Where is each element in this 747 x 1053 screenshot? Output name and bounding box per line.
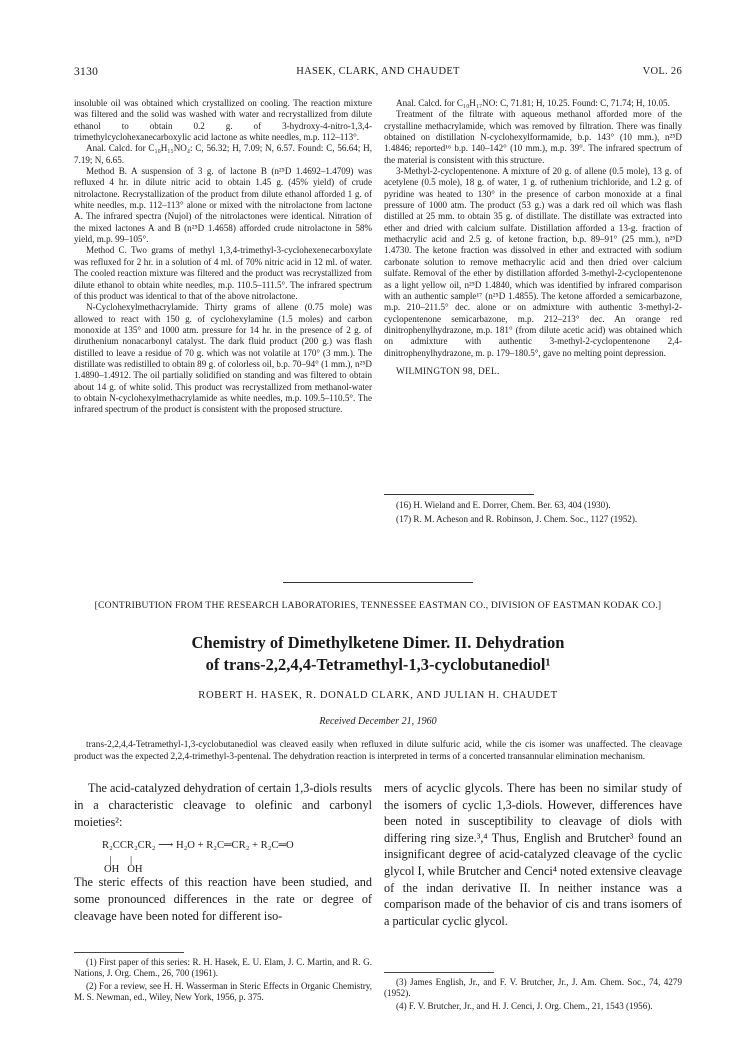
contribution-line: [CONTRIBUTION FROM THE RESEARCH LABORATORIES, TENNESSEE EASTMAN CO., DIVISION OF EASTMAN KODAK CO.] (94, 600, 662, 611)
footnote-item: (1) First paper of this series: R. H. Hasek, E. U. Elam, J. C. Martin, and R. G. Nations, J. Org. Chem., 26, 700 (1961). (74, 957, 372, 979)
paragraph: Method C. Two grams of methyl 1,3,4-trimethyl-3-cyclohexenecarboxylate was refluxed for 2 hr. in a solution of 4 ml. of 70% nitric acid in 12 ml. of water. The cooled reaction mixture was filtered and the product was recrystallized from dilute ethanol to obtain white needles, m.p. 110.5–111.5°. The infrared spectrum of this product was identical to that of the above nitrolactone. (74, 245, 372, 301)
body-right-column (384, 780, 682, 929)
page-number: 3130 (74, 66, 99, 78)
author-list: ROBERT H. HASEK, R. DONALD CLARK, AND JULIAN H. CHAUDET (198, 690, 558, 701)
paragraph: Anal. Calcd. for C₁₀H₁₇NO: C, 71.81; H, 10.25. Found: C, 71.74; H, 10.05. (396, 98, 670, 108)
equation-substituents: | | OH OH (104, 855, 143, 876)
footnotes-right (384, 977, 682, 1013)
abstract-text: trans-2,2,4,4-Tetramethyl-1,3-cyclobutanediol was cleaved easily when refluxed in dilute sulfuric acid, while the cis isomer was unaffected. The cleavage product was the expected 2,2,4-trimethyl-3-pentenal. The dehydration reaction is interpreted in terms of a concerted transannular elimination mechanism. (74, 740, 682, 762)
volume-label: VOL. 26 (642, 66, 682, 77)
reaction-equation (74, 830, 372, 874)
references-top (384, 500, 682, 527)
received-date: Received December 21, 1960 (319, 716, 437, 727)
article-divider (283, 582, 473, 583)
article-title-line-1: Chemistry of Dimethylketene Dimer. II. Dehydration (191, 633, 565, 652)
paragraph: 3-Methyl-2-cyclopentenone. A mixture of 20 g. of allene (0.5 mole), 13 g. of acetylene (0.5 mole), 18 g. of water, 1 g. of ruthenium trichloride, and 1.2 g. of pyridine was heated to 130° in the presence of carbon monoxide at a final pressure of 1000 atm. The product (53 g.) was a dark red oil which was flash distilled at 25 mm. to obtain 35 g. of distillate. The distillate was extracted into ether and dried with calcium sulfate. Distillation afforded a 13-g. fraction of methacrylic acid and 2.5 g. of ketone fraction, b.p. 89–91° (25 mm.), n²⁵D 1.4730. The ketone fraction was dissolved in ether and extracted with sodium carbonate solution to remove methacrylic acid and then dried over calcium sulfate. Removal of the ether by distillation afforded 3-methyl-2-cyclopentenone as a light yellow oil, n²⁵D 1.4840, which was identified by infrared comparison with an authentic sample¹⁷ (n²⁵D 1.4855). The ketone afforded a semicarbazone, m.p. 210–211.5° dec. alone or on admixture with authentic 3-methyl-2-cyclopentenone semicarbazone, m.p. 212–213° dec. An orange red dinitrophenylhydrazone, m.p. 181° (from dilute acetic acid) was obtained which on admixture with authentic 3-methyl-2-cyclopentenone 2,4-dinitrophenylhydrazone, m. p. 179–180.5°, gave no melting point depression. (384, 166, 682, 358)
paragraph: The steric effects of this reaction have been studied, and some pronounced differences in the rate or degree of cleavage have been noted for different iso- (74, 875, 372, 923)
body-left-column (74, 780, 372, 925)
paragraph: Treatment of the filtrate with aqueous methanol afforded more of the crystalline methacrylamide, which was removed by filtration. There was finally obtained on distillation N-cyclohexylformamide, b.p. 143° (10 mm.), n²⁵D 1.4846; reported¹⁶ b.p. 140–142° (10 mm.), m.p. 39°. The infrared spectrum of the material is consistent with this structure. (384, 109, 682, 165)
footnote-divider (384, 972, 494, 973)
running-title: HASEK, CLARK, AND CHAUDET (296, 66, 460, 77)
author-address: WILMINGTON 98, DEL. (396, 366, 500, 377)
paragraph: Method B. A suspension of 3 g. of lactone B (n²⁵D 1.4692–1.4709) was refluxed 4 hr. in dilute nitric acid to obtain 1.45 g. (45% yield) of crude nitrolactone. Recrystallization of the product from dilute ethanol afforded 1 g. of white needles, m.p. 112–113° alone or mixed with the nitrolactone from lactone A. The infrared spectra (Nujol) of the nitrolactones were identical. Nitration of the mixed lactones A and B (n²⁵D 1.4658) afforded crude nitrolactone in 58% yield, m.p. 99–105°. (74, 166, 372, 245)
paragraph: N-Cyclohexylmethacrylamide. Thirty grams of allene (0.75 mole) was allowed to react with 150 g. of cyclohexylamine (1.5 moles) and carbon monoxide at 135° and 1000 atm. pressure for 14 hr. in the presence of 2 g. of diruthenium nonacarbonyl catalyst. The dark fluid product (200 g.) was flash distilled to leave a residue of 70 g. which was not volatile at 170° (3 mm.). The distillate was redistilled to obtain 89 g. of colorless oil, b.p. 70–94° (1 mm.), n²⁵D 1.4890–1.4912. The oil partially solidified on standing and was filtered to obtain about 14 g. of white solid. This product was recrystallized from methanol-water to obtain N-cyclohexylmethacrylamide as white needles, m.p. 109.5–110.5°. The infrared spectrum of the product is consistent with the proposed structure. (74, 302, 372, 415)
abstract (74, 740, 682, 763)
experimental-left-column (74, 98, 372, 416)
footnote-item: (3) James English, Jr., and F. V. Brutcher, Jr., J. Am. Chem. Soc., 74, 4279 (1952). (384, 977, 682, 999)
reference-divider (384, 494, 534, 495)
reference-item: (17) R. M. Acheson and R. Robinson, J. Chem. Soc., 1127 (1952). (396, 513, 638, 524)
paragraph: Anal. Calcd. for C₁₀H₁₅NO₄: C, 56.32; H, 7.09; N, 6.57. Found: C, 56.64; H, 7.19; N, 6.65. (74, 143, 372, 165)
footnote-item: (4) F. V. Brutcher, Jr., and H. J. Cenci, J. Org. Chem., 21, 1543 (1956). (396, 1000, 653, 1011)
paragraph: insoluble oil was obtained which crystallized on cooling. The reaction mixture was filtered and the solid was washed with water and recrystallized from dilute ethanol to obtain 0.2 g. of 3-hydroxy-4-nitro-1,3,4-trimethylcyclohexanecarboxylic acid lactone as white needles, m.p. 112–113°. (74, 98, 372, 143)
experimental-right-column (384, 98, 682, 378)
article-title-line-2: of trans-2,2,4,4-Tetramethyl-1,3-cyclobutanediol¹ (205, 655, 551, 674)
running-header (74, 66, 682, 82)
reference-item: (16) H. Wieland and E. Dorrer, Chem. Ber. 63, 404 (1930). (396, 500, 611, 510)
paragraph: The acid-catalyzed dehydration of certain 1,3-diols results in a characteristic cleavage to olefinic and carbonyl moieties²: (74, 781, 372, 829)
article-title (74, 632, 682, 676)
equation-line: R₂CCR₂CR₂ ⟶ H₂O + R₂C═CR₂ + R₂C═O (102, 840, 294, 852)
footnotes-left (74, 957, 372, 1005)
paragraph: mers of acyclic glycols. There has been no similar study of the isomers of cyclic 1,3-diols. However, differences have been noted in susceptibility to cleavage of diols with differing ring size.³,⁴ Thus, English and Brutcher³ found an insignificant degree of acid-catalyzed cleavage of the cyclic glycol I, while Brutcher and Cenci⁴ noted extensive cleavage of the indan derivative II. In neither instance was a comparison made of the behavior of cis and trans isomers of a particular cyclic glycol. (384, 781, 682, 928)
footnote-divider (74, 952, 184, 953)
footnote-item: (2) For a review, see H. H. Wasserman in Steric Effects in Organic Chemistry, M. S. Newman, ed., Wiley, New York, 1956, p. 375. (74, 980, 372, 1003)
